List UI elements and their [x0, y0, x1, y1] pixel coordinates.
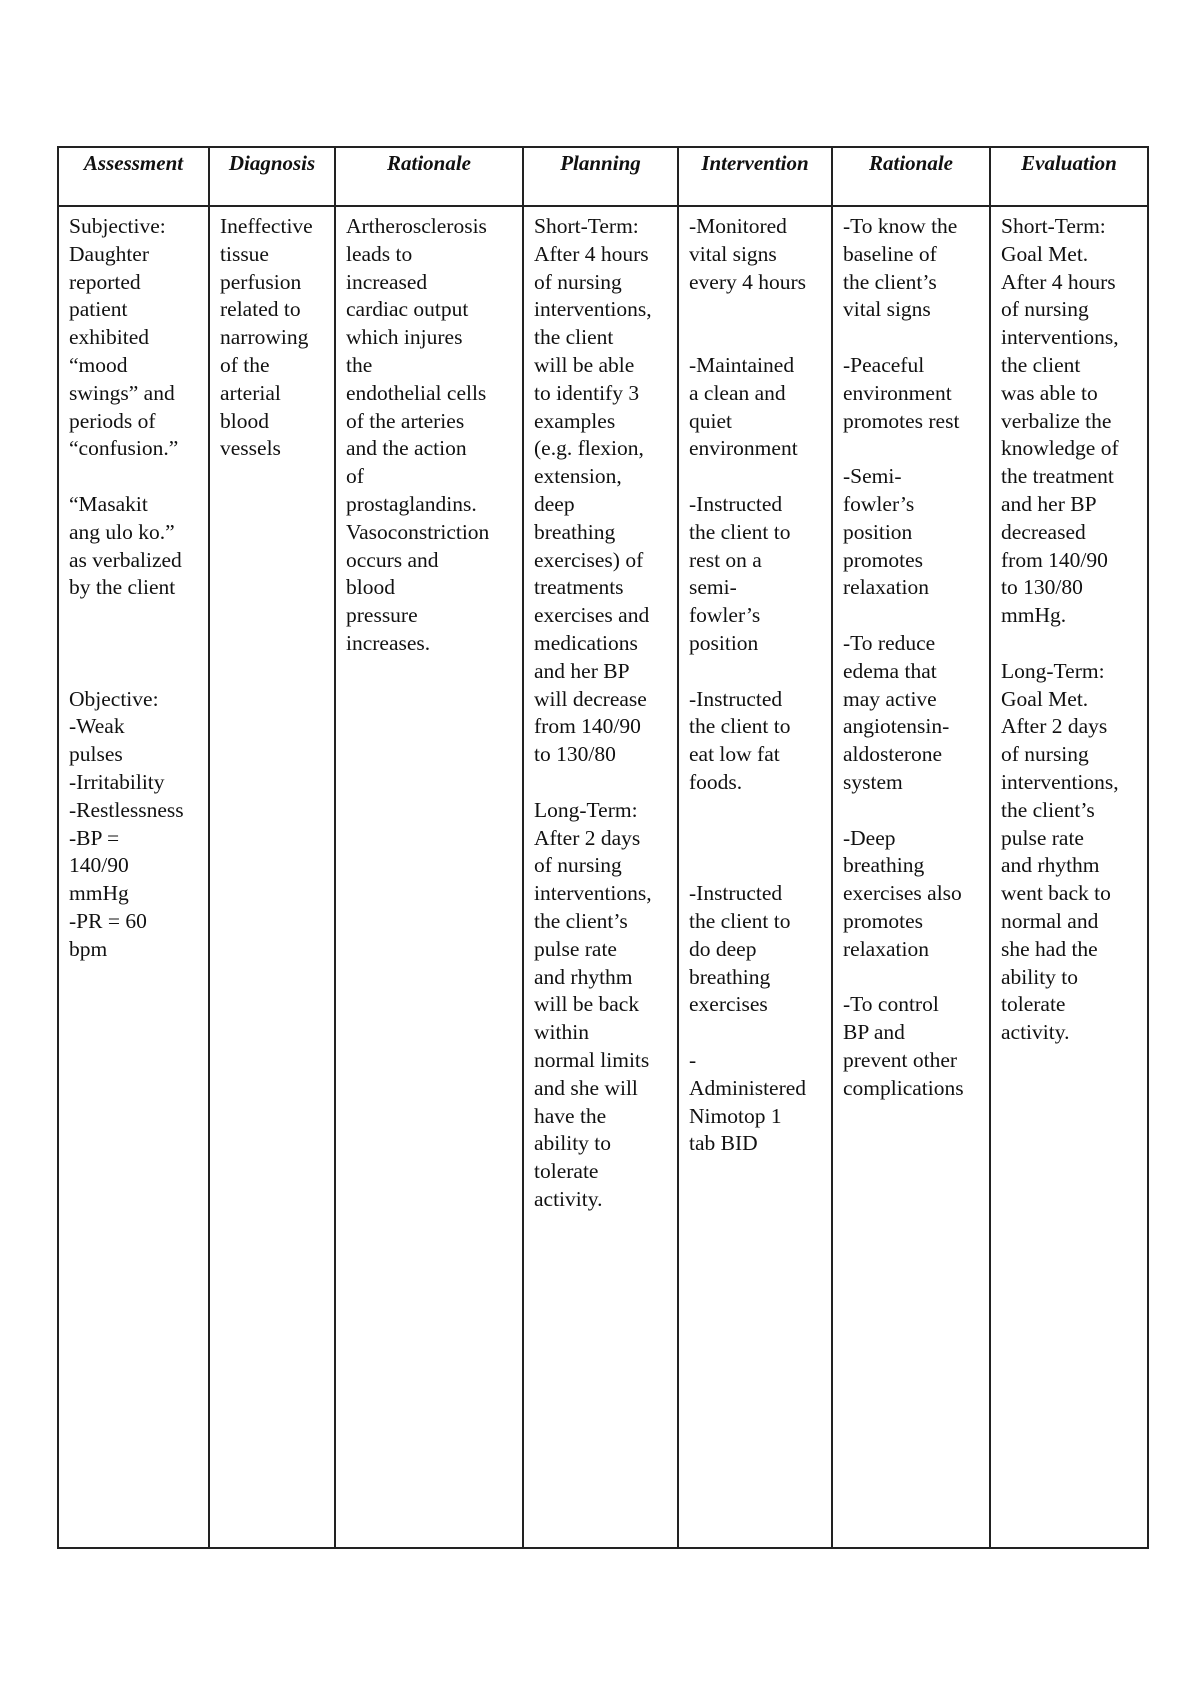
assessment-cell	[58, 206, 209, 1548]
intervention-text: -Monitored vital signs every 4 hours -Maintained a clean and quiet environment -Instructed the client to rest on a semi- fowler’s position -Instructed the client to eat low fat foods. -Instructed the client to do deep breathing exercises - Administered Nimotop 1 tab BID	[689, 214, 807, 1156]
diagnosis-cell	[209, 206, 335, 1548]
header-assessment: Assessment	[58, 147, 209, 206]
planning-text: Short-Term: After 4 hours of nursing interventions, the client will be able to identify 3 examples (e.g. flexion, extension, deep breathing exercises) of treatments exercises and medications and her BP will decrease from 140/90 to 130/80 Long-Term: After 2 days of nursing interventions, the client’s pulse rate and rhythm will be back within normal limits and she will have the ability to tolerate activity.	[534, 214, 652, 1211]
rationale-2-text: -To know the baseline of the client’s vital signs -Peaceful environment promotes rest -Semi- fowler’s position promotes relaxation -To reduce edema that may active angiotensin- aldosterone system -Deep breathing exercises also promotes relaxation -To control BP and prevent other complications	[843, 214, 964, 1100]
evaluation-text: Short-Term: Goal Met. After 4 hours of nursing interventions, the client was able to verbalize the knowledge of the treatment and her BP decreased from 140/90 to 130/80 mmHg. Long-Term: Goal Met. After 2 days of nursing interventions, the client’s pulse rate and rhythm went back to normal and she had the ability to tolerate activity.	[1001, 214, 1119, 1045]
intervention-cell	[678, 206, 832, 1548]
nursing-care-plan-table	[57, 146, 1149, 1549]
header-rationale-2: Rationale	[832, 147, 990, 206]
header-intervention: Intervention	[678, 147, 832, 206]
planning-cell	[523, 206, 678, 1548]
rationale-1-text: Artherosclerosis leads to increased cardiac output which injures the endothelial cells of the arteries and the action of prostaglandins. Vasoconstriction occurs and blood pressure increases.	[346, 214, 490, 655]
header-planning: Planning	[523, 147, 678, 206]
diagnosis-text: Ineffective tissue perfusion related to narrowing of the arterial blood vessels	[220, 214, 313, 461]
header-row	[58, 147, 1148, 206]
header-rationale-1: Rationale	[335, 147, 523, 206]
header-evaluation: Evaluation	[990, 147, 1148, 206]
assessment-text: Subjective: Daughter reported patient exhibited “mood swings” and periods of “confusion.” “Masakit ang ulo ko.” as verbalized by the client Objective: -Weak pulses -Irritability -Restlessness -BP = 140/90 mmHg -PR = 60 bpm	[69, 214, 184, 961]
rationale-1-cell	[335, 206, 523, 1548]
rationale-2-cell	[832, 206, 990, 1548]
content-row	[58, 206, 1148, 1548]
evaluation-cell	[990, 206, 1148, 1548]
header-diagnosis: Diagnosis	[209, 147, 335, 206]
